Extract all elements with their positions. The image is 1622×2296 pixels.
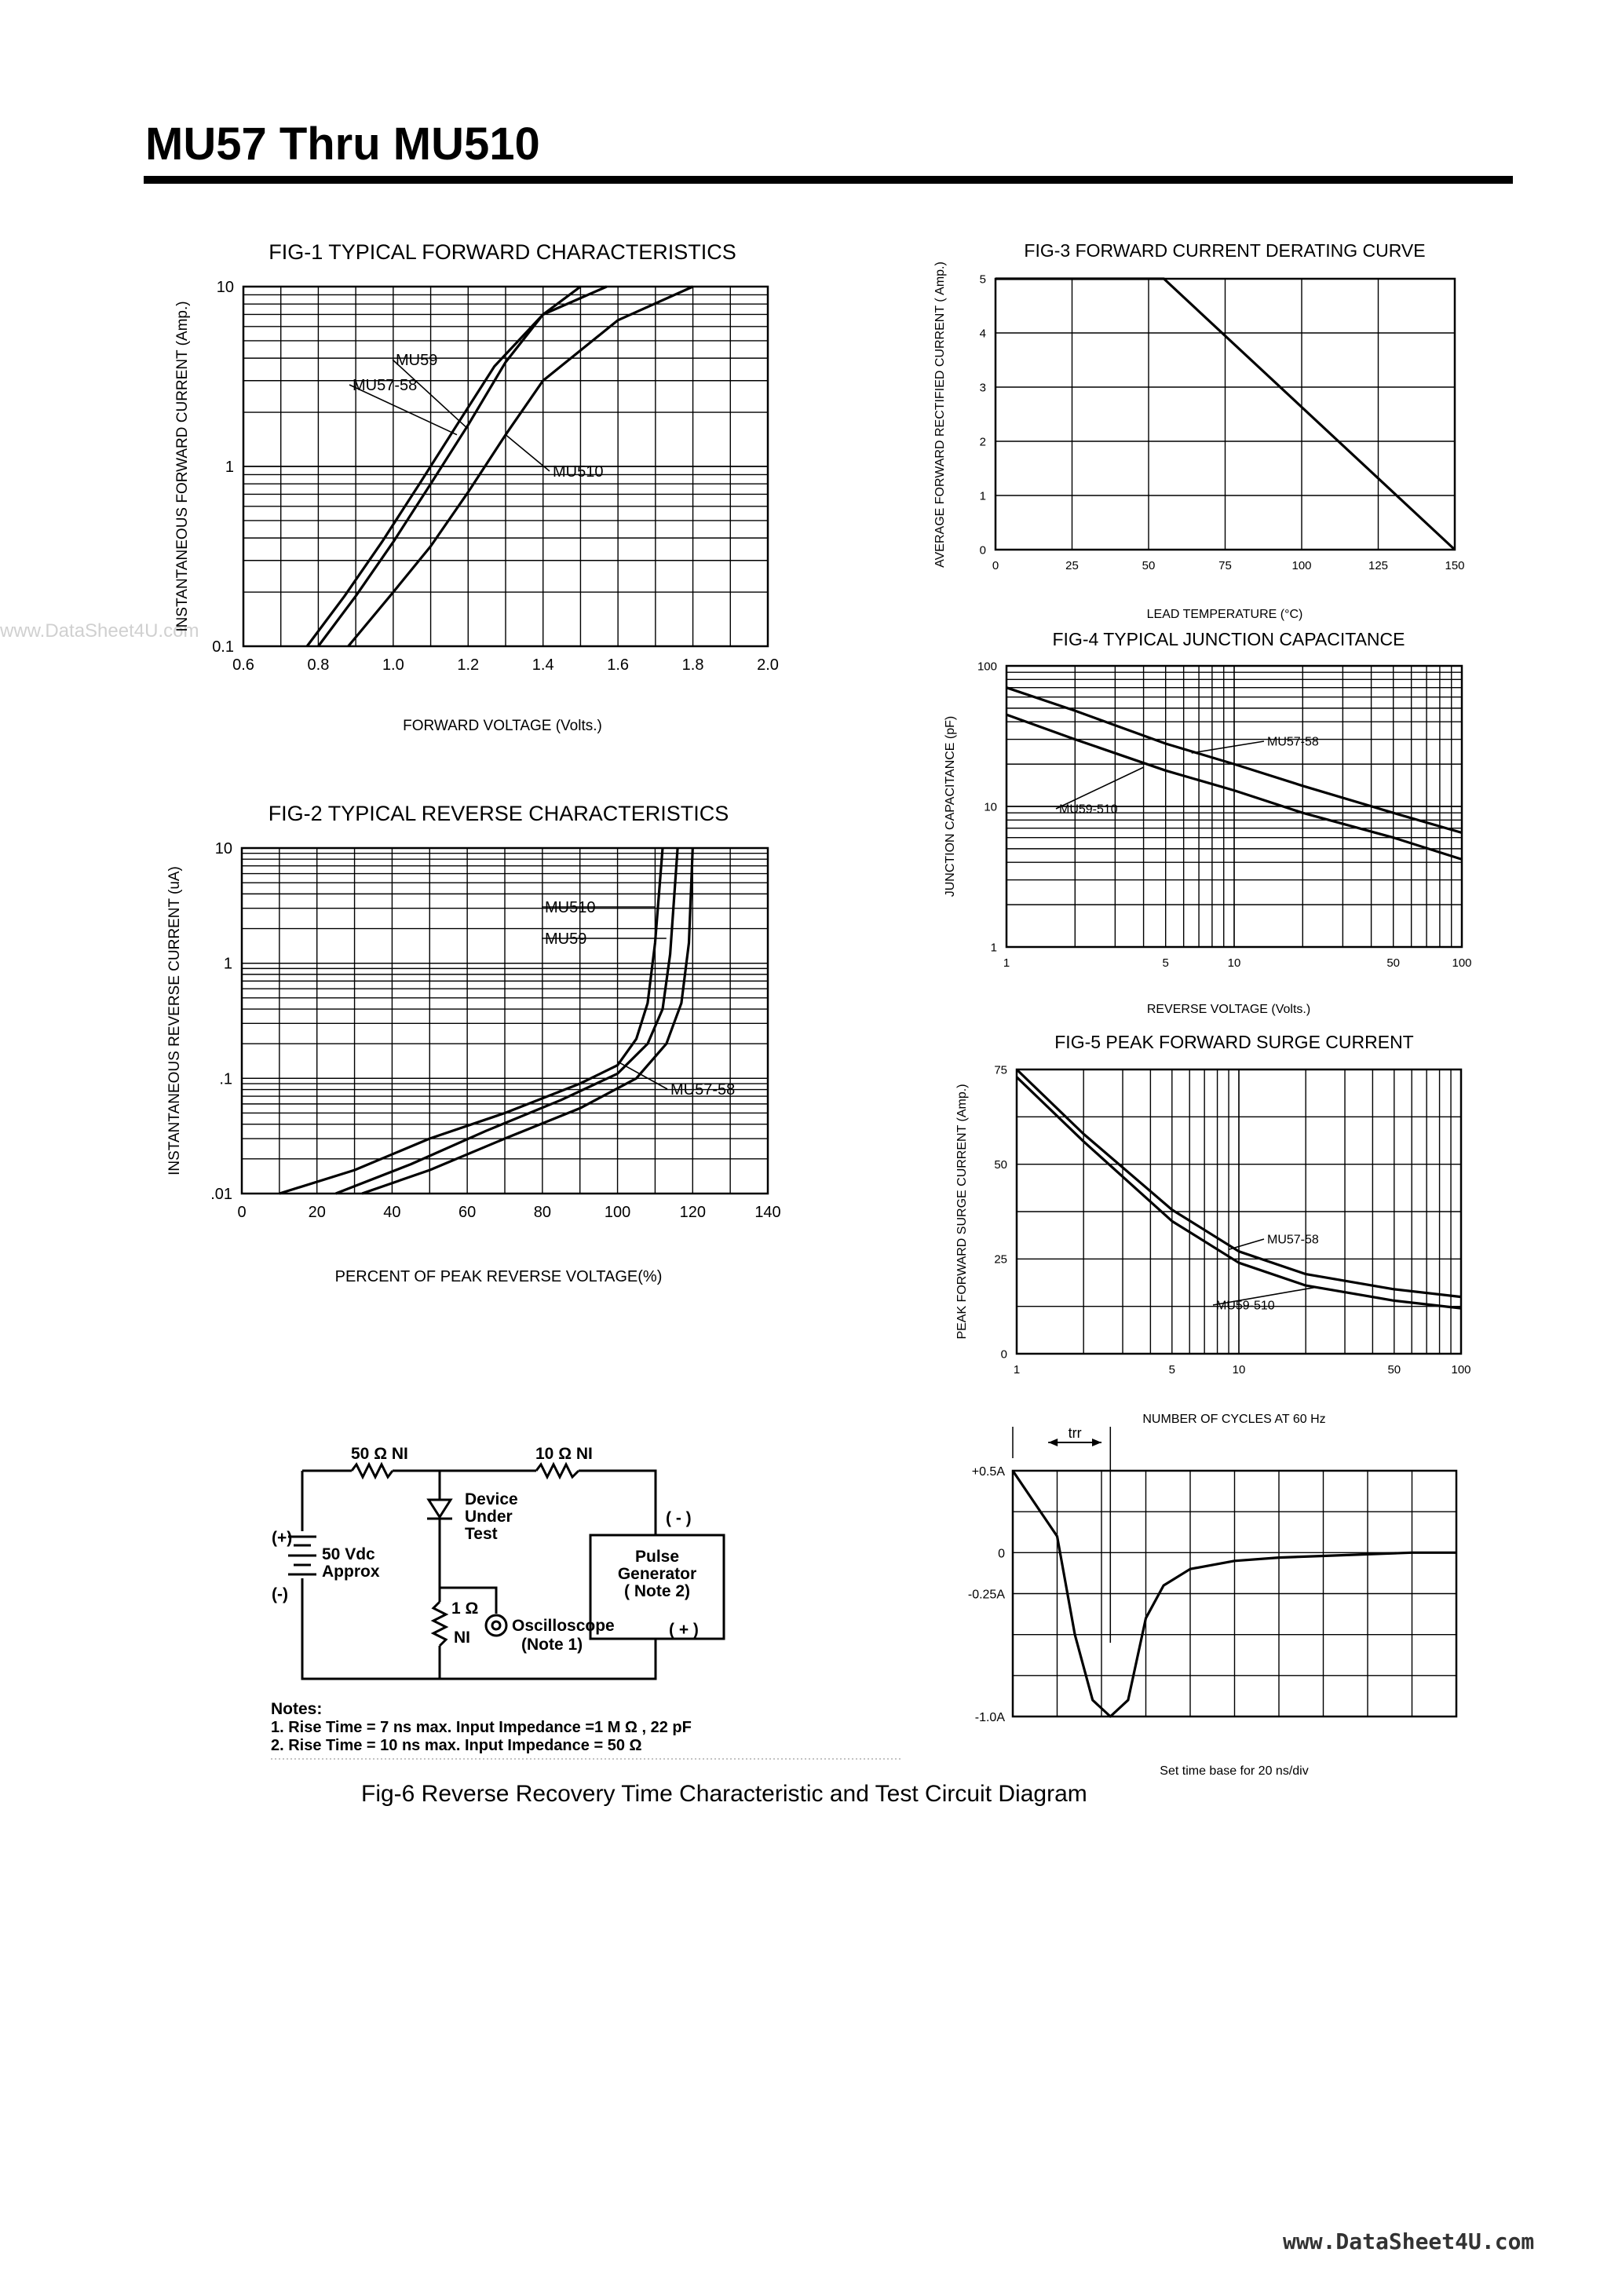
scope-label-1: Oscilloscope: [512, 1617, 615, 1635]
y-tick-label: 75: [994, 1063, 1007, 1077]
source-label-2: Approx: [322, 1563, 380, 1581]
x-axis-label: FORWARD VOLTAGE (Volts.): [403, 718, 602, 734]
chart-fig2: [166, 802, 781, 1285]
x-tick-label: 80: [533, 1204, 551, 1221]
r1-label: 50 Ω NI: [351, 1445, 408, 1463]
x-tick-label: 40: [383, 1204, 401, 1221]
y-tick-label: 25: [994, 1252, 1007, 1267]
x-tick-label: 50: [1387, 1363, 1401, 1377]
y-tick-label: -0.25A: [967, 1588, 1005, 1602]
pulse-label-2: Generator: [617, 1565, 697, 1583]
y-tick-label: 2: [979, 435, 986, 449]
trr-label: trr: [1068, 1425, 1082, 1441]
series-label-leader: [1229, 1239, 1264, 1249]
y-tick-label: .1: [219, 1070, 232, 1088]
oscilloscope-center: [492, 1621, 500, 1629]
x-tick-label: 1.2: [457, 656, 480, 674]
x-axis-label: NUMBER OF CYCLES AT 60 Hz: [1142, 1413, 1326, 1426]
source-plus: (+): [272, 1529, 293, 1547]
chart-fig1: [174, 240, 779, 734]
dut-label-3: Test: [465, 1525, 498, 1543]
series-line-mu59: [336, 848, 678, 1194]
y-axis-label: PEAK FORWARD SURGE CURRENT (Amp.): [955, 1084, 969, 1340]
y-tick-label: 0: [979, 543, 986, 558]
dut-label-1: Device: [465, 1490, 518, 1508]
r2-label: 10 Ω NI: [535, 1445, 593, 1463]
note-2: 2. Rise Time = 10 ns max. Input Impedance = 50 Ω: [271, 1737, 642, 1754]
footer-url: www.DataSheet4U.com: [1283, 2228, 1535, 2254]
pulse-plus: ( + ): [669, 1621, 699, 1639]
resistor-10-ohm: [536, 1464, 579, 1477]
x-tick-label: 5: [1168, 1363, 1175, 1377]
x-tick-label: 50: [1142, 559, 1156, 572]
y-axis-label: AVERAGE FORWARD RECTIFIED CURRENT ( Amp.): [933, 261, 947, 568]
series-label: MU59-510: [1216, 1299, 1275, 1313]
r3-label-2: NI: [454, 1629, 470, 1647]
x-tick-label: 100: [1291, 559, 1312, 572]
y-tick-label: 1: [225, 459, 234, 476]
series-label: MU510: [545, 899, 596, 916]
y-tick-label: 0: [1000, 1347, 1007, 1362]
oscilloscope-symbol: [486, 1615, 506, 1636]
x-tick-label: 10: [1227, 956, 1241, 970]
chart-fig5: [955, 1032, 1471, 1426]
x-tick-label: 60: [458, 1204, 477, 1221]
x-tick-label: 0.8: [307, 656, 330, 674]
series-label: MU57-58: [670, 1081, 736, 1099]
series-label: MU57-58: [1267, 1233, 1319, 1247]
r3-label-1: 1 Ω: [451, 1600, 479, 1618]
x-tick-label: 10: [1232, 1363, 1246, 1377]
y-tick-label: 1: [223, 955, 232, 973]
y-axis-label: JUNCTION CAPACITANCE (pF): [944, 715, 957, 898]
series-label: MU510: [553, 463, 604, 481]
y-tick-label: 0: [998, 1547, 1005, 1561]
fig6-caption: Fig-6 Reverse Recovery Time Characteristic and Test Circuit Diagram: [361, 1781, 1087, 1807]
y-tick-label: 100: [977, 660, 997, 674]
watermark-text: www.DataSheet4U.com: [0, 620, 199, 642]
notes-title: Notes:: [271, 1700, 323, 1718]
y-tick-label: 0.1: [212, 638, 234, 656]
x-tick-label: 25: [1065, 559, 1079, 572]
x-tick-label: 125: [1368, 559, 1389, 572]
y-tick-label: 10: [216, 279, 234, 296]
x-tick-label: 1.0: [382, 656, 404, 674]
x-tick-label: 1.6: [607, 656, 630, 674]
y-tick-label: -1.0A: [974, 1711, 1005, 1724]
x-tick-label: 0: [992, 559, 999, 572]
chart-title: FIG-4 TYPICAL JUNCTION CAPACITANCE: [1052, 629, 1405, 649]
x-tick-label: 1: [1013, 1363, 1021, 1377]
chart-fig3: [933, 240, 1465, 621]
y-tick-label: +0.5A: [971, 1465, 1005, 1479]
y-tick-label: 10: [214, 840, 232, 857]
x-tick-label: 100: [1451, 1363, 1471, 1377]
y-tick-label: .01: [210, 1186, 232, 1203]
pulse-minus: ( - ): [666, 1509, 692, 1527]
x-tick-label: 120: [679, 1204, 706, 1221]
pulse-label-3: ( Note 2): [624, 1582, 690, 1600]
x-axis-label: REVERSE VOLTAGE (Volts.): [1146, 1003, 1311, 1016]
x-tick-label: 20: [308, 1204, 326, 1221]
x-tick-label: 50: [1386, 956, 1401, 970]
series-label: MU57-58: [1267, 735, 1319, 749]
y-tick-label: 1: [990, 941, 997, 955]
y-axis-label: INSTANTANEOUS REVERSE CURRENT (uA): [166, 866, 183, 1175]
x-tick-label: 100: [1452, 956, 1472, 970]
series-label: MU59-510: [1059, 803, 1118, 817]
series-label-leader: [1192, 741, 1264, 753]
x-tick-label: 0: [237, 1204, 247, 1221]
series-label: MU59: [545, 930, 587, 948]
source-label-1: 50 Vdc: [322, 1545, 375, 1563]
x-tick-label: 140: [754, 1204, 781, 1221]
x-axis-label: LEAD TEMPERATURE (°C): [1146, 608, 1303, 621]
x-tick-label: 2.0: [757, 656, 779, 674]
x-tick-label: 0.6: [232, 656, 254, 674]
x-tick-label: 100: [604, 1204, 631, 1221]
resistor-1-ohm: [433, 1602, 446, 1646]
page-title: MU57 Thru MU510: [145, 119, 540, 170]
y-tick-label: 5: [979, 272, 986, 287]
x-tick-label: 1: [1003, 956, 1010, 970]
source-minus: (-): [272, 1585, 288, 1603]
x-axis-label: PERCENT OF PEAK REVERSE VOLTAGE(%): [334, 1268, 663, 1285]
trr-arrowhead-left: [1048, 1439, 1058, 1446]
x-tick-label: 75: [1218, 559, 1232, 572]
chart-title: FIG-1 TYPICAL FORWARD CHARACTERISTICS: [269, 240, 736, 264]
y-tick-label: 50: [994, 1157, 1007, 1172]
series-label: MU59: [396, 352, 438, 369]
y-tick-label: 4: [979, 327, 986, 341]
pulse-label-1: Pulse: [634, 1548, 680, 1566]
chart-fig6: [968, 1425, 1456, 1778]
note-1: 1. Rise Time = 7 ns max. Input Impedance =1 M Ω , 22 pF: [271, 1719, 692, 1736]
chart-title: FIG-2 TYPICAL REVERSE CHARACTERISTICS: [268, 802, 729, 825]
x-tick-label: 150: [1445, 559, 1465, 572]
x-axis-label: Set time base for 20 ns/div: [1160, 1764, 1309, 1778]
wire: [579, 1471, 656, 1535]
y-tick-label: 3: [979, 381, 986, 395]
resistor-50-ohm: [352, 1464, 393, 1477]
trr-arrowhead-right: [1092, 1439, 1101, 1446]
series-line-mu57-58: [279, 848, 663, 1194]
x-tick-label: 1.4: [532, 656, 554, 674]
chart-title: FIG-3 FORWARD CURRENT DERATING CURVE: [1024, 240, 1426, 261]
diode-symbol: [429, 1500, 451, 1517]
scope-label-2: (Note 1): [521, 1636, 583, 1654]
chart-fig4: [944, 629, 1472, 1016]
y-tick-label: 10: [984, 800, 997, 814]
series-label: MU57-58: [353, 377, 418, 394]
y-axis-label: INSTANTANEOUS FORWARD CURRENT (Amp.): [174, 301, 191, 632]
y-tick-label: 1: [979, 489, 986, 503]
x-tick-label: 1.8: [681, 656, 704, 674]
chart-title: FIG-5 PEAK FORWARD SURGE CURRENT: [1054, 1032, 1414, 1052]
dut-label-2: Under: [465, 1508, 513, 1526]
x-tick-label: 5: [1162, 956, 1169, 970]
